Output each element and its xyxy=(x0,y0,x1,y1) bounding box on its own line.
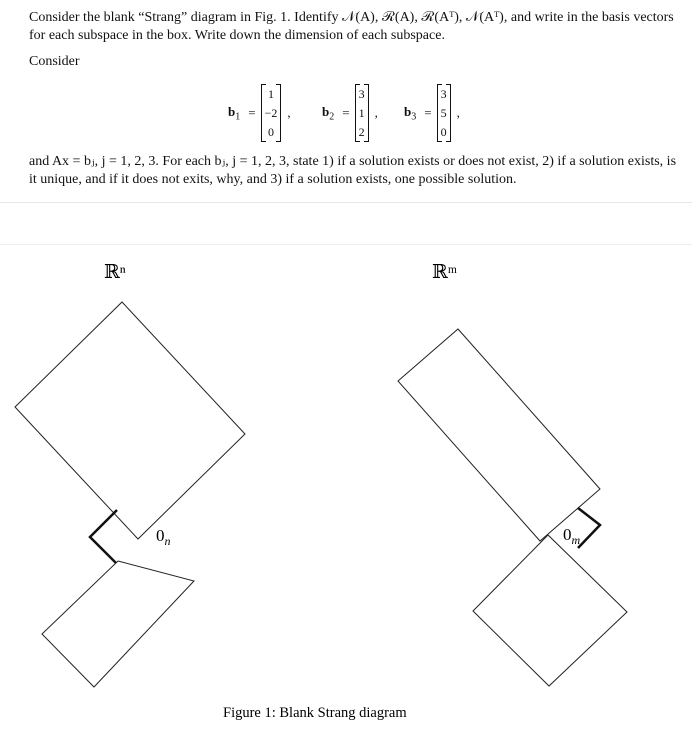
vector-b1 xyxy=(228,83,291,143)
question-paragraph-3: and Ax = bⱼ, j = 1, 2, 3. For each bⱼ, j = 1, 2, 3, state 1) if a solution exists or does not exist, 2) if a solution exists, is it unique, and if it does not exits, why, and 3) if a solution exists, one possible solution. xyxy=(29,154,677,187)
vector-b3-entry-3: 0 xyxy=(440,125,447,139)
left-origin-label: $0_n$ xyxy=(156,526,171,548)
vector-b2-entry-1: 3 xyxy=(358,87,365,101)
vector-b3-entry-1: 3 xyxy=(440,87,447,101)
vector-b1-entry-2: −2 xyxy=(264,106,278,120)
strang-diagram xyxy=(0,245,692,730)
column-space-box xyxy=(398,329,600,541)
question-panel xyxy=(0,0,692,203)
separator: , xyxy=(456,105,460,120)
vector-b2 xyxy=(322,83,378,143)
vector-b3 xyxy=(404,83,460,143)
question-paragraph-1: Consider the blank “Strang” diagram in Fig. 1. Identify 𝒩(A), ℛ(A), ℛ(Aᵀ), 𝒩(Aᵀ), and write in the basis vectors for each subspace in the box. Write down the dimension of each subspace. xyxy=(29,10,674,43)
vector-b2-entry-2: 1 xyxy=(358,106,365,120)
vector-b1-matrix xyxy=(261,84,282,142)
vector-b3-matrix xyxy=(437,84,451,142)
separator: , xyxy=(287,105,291,120)
right-right-angle-marker xyxy=(578,508,600,548)
figure-caption: Figure 1: Blank Strang diagram xyxy=(223,705,407,721)
vector-b2-entry-3: 2 xyxy=(358,125,365,139)
vector-b1-entry-1: 1 xyxy=(267,87,274,101)
vector-b1-entry-3: 0 xyxy=(267,125,274,139)
null-space-box xyxy=(42,561,194,687)
equals-sign: = xyxy=(424,105,432,120)
left-null-space-box xyxy=(473,535,627,686)
right-space-label: ℝᵐ xyxy=(432,262,458,283)
strang-diagram-figure xyxy=(0,244,692,730)
left-space-label: ℝⁿ xyxy=(104,262,126,283)
right-origin-label: $0_m$ xyxy=(563,525,581,547)
vector-b1-label: $b_1$ xyxy=(228,103,241,123)
equals-sign: = xyxy=(342,105,350,120)
equals-sign: = xyxy=(248,105,256,120)
vector-b2-matrix xyxy=(355,84,369,142)
vector-b2-label: $b_2$ xyxy=(322,103,335,123)
row-space-box xyxy=(15,302,245,539)
separator: , xyxy=(374,105,378,120)
left-right-angle-marker xyxy=(90,510,117,563)
vector-b3-label: $b_3$ xyxy=(404,103,417,123)
question-paragraph-2: Consider xyxy=(29,54,80,69)
vector-b3-entry-2: 5 xyxy=(440,106,447,120)
